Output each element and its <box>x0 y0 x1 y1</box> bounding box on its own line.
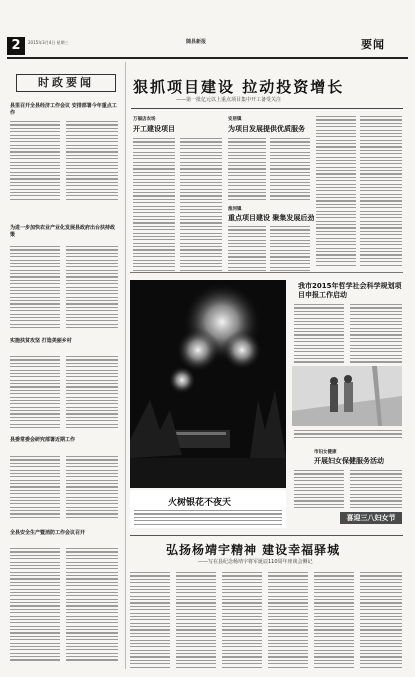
left-headline-5: 全县安全生产暨消防工作会议召开 <box>10 530 86 536</box>
left-body-1b <box>66 121 118 202</box>
column-a-body-2 <box>180 138 222 273</box>
bottom-body-6 <box>360 572 402 670</box>
page-number: 2 <box>7 37 25 55</box>
left-body-3b <box>66 356 118 430</box>
left-body-4a <box>10 456 60 520</box>
column-c-body-1 <box>228 226 266 273</box>
left-body-2b <box>66 246 118 330</box>
left-headline-2: 为进一步加快农业产业化发展县政府出台扶持政策 <box>10 225 116 238</box>
right-story-body-1 <box>294 470 344 511</box>
issue-date: 2015年3月4日 星期三 <box>28 40 69 45</box>
right-top-body-1 <box>294 304 344 365</box>
right-story-tag: 市妇女健康 <box>314 450 337 455</box>
column-c-headline: 重点项目建设 聚集发展后劲 <box>228 214 315 222</box>
section-title: 要闻 <box>361 38 385 51</box>
left-body-1a <box>10 121 60 202</box>
left-body-5a <box>10 548 60 663</box>
right-story-headline: 开展妇女保健服务活动 <box>314 457 384 465</box>
left-body-4b <box>66 456 118 520</box>
column-c-county: 淮河镇 <box>228 207 242 212</box>
bottom-body-4 <box>268 572 308 670</box>
column-b-headline: 为项目发展提供优质服务 <box>228 125 305 133</box>
right-top-headline: 我市2015年哲学社会科学规划项目申报工作启动 <box>298 282 402 299</box>
masthead-rule <box>7 57 408 59</box>
column-b-county: 安居镇 <box>228 117 242 122</box>
column-d-body-1 <box>316 116 356 268</box>
main-story-rule <box>131 108 403 109</box>
left-headline-3: 实施扶贫攻坚 打造美丽乡村 <box>10 338 72 344</box>
bottom-body-5 <box>314 572 354 670</box>
left-column-divider <box>125 62 126 669</box>
left-headline-1: 县里召开全县经济工作会议 安排部署今年重点工作 <box>10 103 117 116</box>
couple-photo-caption <box>294 430 402 440</box>
left-body-2a <box>10 246 60 330</box>
main-story-subtitle: ——第一批亿元以上重点项目集中开工备受关注 <box>176 97 282 103</box>
right-story-body-2 <box>350 470 402 511</box>
column-d-body-2 <box>360 116 402 268</box>
womens-day-banner: 喜迎三八妇女节 <box>340 512 402 524</box>
section-tag: 时政要闻 <box>16 74 116 92</box>
fireworks-icon <box>130 280 286 488</box>
photo-caption-text <box>134 510 282 527</box>
bottom-body-2 <box>176 572 216 670</box>
column-b-body-1 <box>228 138 266 202</box>
photo-title: 火树银花不夜天 <box>168 498 232 508</box>
column-c-body-2 <box>270 226 310 273</box>
paper-name: 随县新报 <box>186 39 207 45</box>
bottom-story-rule <box>130 535 403 536</box>
couple-photo-icon <box>292 366 402 426</box>
column-b-body-2 <box>270 138 310 202</box>
left-body-3a <box>10 356 60 430</box>
bottom-body-1 <box>130 572 170 670</box>
right-top-body-2 <box>350 304 402 365</box>
fireworks-photo <box>130 280 286 488</box>
mid-section-rule <box>130 272 403 273</box>
column-a-body-1 <box>133 138 175 273</box>
couple-photo <box>292 366 402 426</box>
bottom-body-3 <box>222 572 262 670</box>
column-a-county: 万福店农场 <box>133 117 156 122</box>
column-a-headline: 开工建设项目 <box>133 125 175 133</box>
left-headline-4: 县委常委会研究部署近期工作 <box>10 437 76 443</box>
left-body-5b <box>66 548 118 663</box>
bottom-story-title: 弘扬杨靖宇精神 建设幸福驿城 <box>166 543 341 557</box>
main-story-title: 狠抓项目建设 拉动投资增长 <box>133 78 345 96</box>
bottom-story-subtitle: ——写在县纪念杨靖宇将军诞辰110周年座谈会侧记 <box>198 559 313 565</box>
